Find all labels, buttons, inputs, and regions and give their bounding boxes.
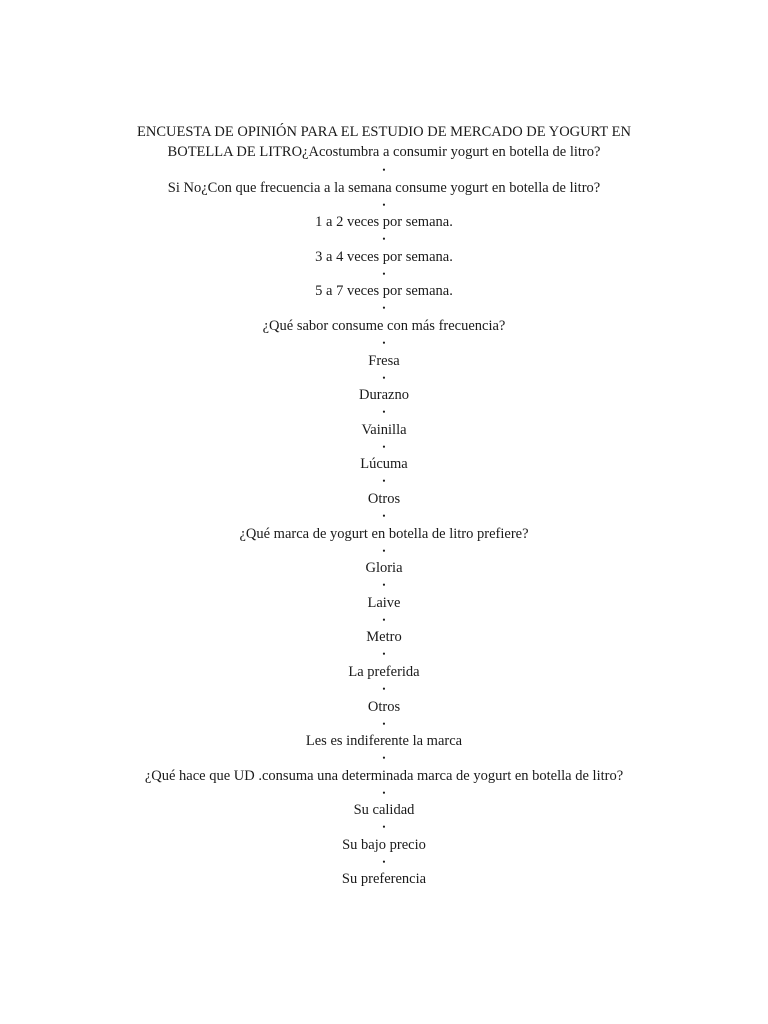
bullet-marker: •: [382, 753, 386, 764]
list-item: Si No¿Con que frecuencia a la semana consume yogurt en botella de litro?: [167, 179, 601, 196]
bullet-marker: •: [382, 614, 386, 625]
list-item: Laive: [367, 594, 401, 611]
bullet-marker: •: [382, 580, 386, 591]
bullet-marker: •: [382, 372, 386, 383]
bullet-marker: •: [382, 856, 386, 867]
list-item: 1 a 2 veces por semana.: [315, 214, 453, 231]
list-item: ¿Qué marca de yogurt en botella de litro prefiere?: [239, 525, 529, 542]
list-item: Gloria: [365, 560, 403, 577]
bullet-marker: •: [382, 510, 386, 521]
list-item: 3 a 4 veces por semana.: [315, 248, 453, 265]
list-item: Fresa: [368, 352, 400, 369]
survey-document: [0, 122, 768, 888]
title-line-1: ENCUESTA DE OPINIÓN PARA EL ESTUDIO DE MERCADO DE YOGURT EN: [137, 124, 631, 140]
list-item: La preferida: [348, 663, 420, 680]
bullet-marker: •: [382, 545, 386, 556]
bullet-marker: •: [382, 268, 386, 279]
list-item: Su bajo precio: [342, 836, 426, 853]
list-item: Durazno: [359, 387, 409, 404]
list-item: Les es indiferente la marca: [305, 733, 463, 750]
bullet-marker: •: [382, 718, 386, 729]
bullet-marker: •: [382, 199, 386, 210]
bullet-marker: •: [382, 649, 386, 660]
bullet-marker: •: [382, 337, 386, 348]
bullet-marker: •: [382, 683, 386, 694]
title-line-2: BOTELLA DE LITRO¿Acostumbra a consumir yogurt en botella de litro?: [167, 144, 601, 160]
bullet-marker: •: [382, 441, 386, 452]
bullet-marker: •: [382, 407, 386, 418]
list-item: Su calidad: [353, 802, 415, 819]
list-item: Vainilla: [361, 421, 407, 438]
bullet-marker: •: [382, 787, 386, 798]
bullet-marker: •: [382, 165, 386, 175]
list-item: Otros: [367, 698, 401, 715]
bullet-marker: •: [382, 303, 386, 314]
list-item: ¿Qué sabor consume con más frecuencia?: [262, 317, 506, 334]
list-item: Metro: [366, 629, 402, 646]
bullet-marker: •: [382, 234, 386, 245]
bullet-marker: •: [382, 476, 386, 487]
list-item: Otros: [367, 490, 401, 507]
list-item: ¿Qué hace que UD .consuma una determinada marca de yogurt en botella de litro?: [144, 767, 624, 784]
list-item: Lúcuma: [360, 456, 408, 473]
bullet-marker: •: [382, 822, 386, 833]
list-item: 5 a 7 veces por semana.: [315, 283, 453, 300]
list-item: Su preferencia: [341, 871, 427, 888]
